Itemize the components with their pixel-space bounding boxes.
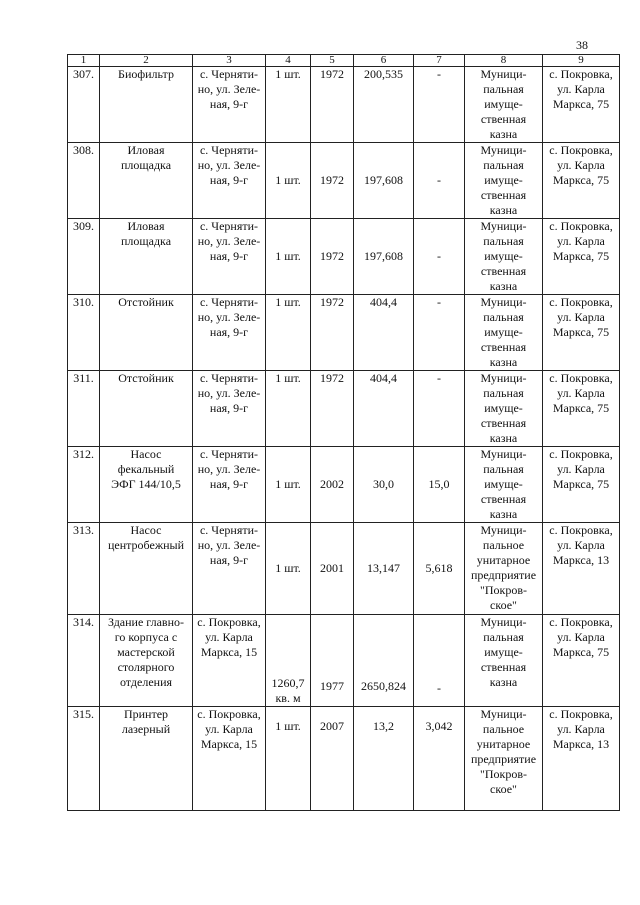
item-holder: с. Покровка, ул. Карла Маркса, 75	[543, 615, 620, 707]
item-holder: с. Покровка, ул. Карла Маркса, 75	[543, 295, 620, 371]
item-owner: Муници- пальное унитарное предприятие "Покров- ское"	[465, 523, 543, 615]
item-residual-value: -	[414, 615, 465, 707]
table-row	[68, 707, 620, 811]
item-quantity: 1260,7 кв. м	[266, 615, 311, 707]
item-year: 1972	[311, 219, 354, 295]
item-residual-value: -	[414, 143, 465, 219]
item-owner: Муници- пальная имуще- ственная казна	[465, 67, 543, 143]
row-number: 313.	[68, 523, 100, 615]
item-residual-value: 5,618	[414, 523, 465, 615]
item-residual-value: 15,0	[414, 447, 465, 523]
table-row	[68, 523, 620, 615]
item-address: с. Черняти- но, ул. Зеле- ная, 9-г	[193, 447, 266, 523]
item-quantity: 1 шт.	[266, 219, 311, 295]
table-row	[68, 615, 620, 707]
item-owner: Муници- пальная имуще- ственная казна	[465, 615, 543, 707]
item-name: Насос фекальный ЭФГ 144/10,5	[100, 447, 193, 523]
item-address: с. Черняти- но, ул. Зеле- ная, 9-г	[193, 143, 266, 219]
item-holder: с. Покровка, ул. Карла Маркса, 75	[543, 371, 620, 447]
column-header: 9	[543, 55, 620, 67]
item-residual-value: -	[414, 295, 465, 371]
item-value: 13,2	[354, 707, 414, 811]
item-year: 1972	[311, 143, 354, 219]
row-number: 308.	[68, 143, 100, 219]
row-number: 310.	[68, 295, 100, 371]
item-address: с. Покровка, ул. Карла Маркса, 15	[193, 707, 266, 811]
table-row	[68, 219, 620, 295]
item-owner: Муници- пальная имуще- ственная казна	[465, 371, 543, 447]
item-name: Иловая площадка	[100, 143, 193, 219]
item-value: 404,4	[354, 371, 414, 447]
property-registry-table	[67, 54, 620, 811]
item-value: 404,4	[354, 295, 414, 371]
item-year: 1977	[311, 615, 354, 707]
item-name: Отстойник	[100, 295, 193, 371]
item-name: Насос центробежный	[100, 523, 193, 615]
page-number: 38	[576, 38, 588, 52]
item-residual-value: -	[414, 219, 465, 295]
item-name: Здание главно- го корпуса с мастерской столярного отделения	[100, 615, 193, 707]
table-row	[68, 143, 620, 219]
item-address: с. Черняти- но, ул. Зеле- ная, 9-г	[193, 67, 266, 143]
column-header: 7	[414, 55, 465, 67]
item-name: Принтер лазерный	[100, 707, 193, 811]
item-year: 2007	[311, 707, 354, 811]
row-number: 309.	[68, 219, 100, 295]
item-year: 1972	[311, 67, 354, 143]
item-quantity: 1 шт.	[266, 295, 311, 371]
column-header: 6	[354, 55, 414, 67]
item-holder: с. Покровка, ул. Карла Маркса, 75	[543, 219, 620, 295]
item-owner: Муници- пальная имуще- ственная казна	[465, 295, 543, 371]
item-year: 1972	[311, 371, 354, 447]
item-value: 197,608	[354, 143, 414, 219]
item-holder: с. Покровка, ул. Карла Маркса, 75	[543, 67, 620, 143]
item-year: 2002	[311, 447, 354, 523]
item-holder: с. Покровка, ул. Карла Маркса, 13	[543, 707, 620, 811]
item-address: с. Черняти- но, ул. Зеле- ная, 9-г	[193, 523, 266, 615]
row-number: 312.	[68, 447, 100, 523]
column-header: 8	[465, 55, 543, 67]
item-owner: Муници- пальная имуще- ственная казна	[465, 143, 543, 219]
row-number: 307.	[68, 67, 100, 143]
table-row	[68, 447, 620, 523]
item-quantity: 1 шт.	[266, 371, 311, 447]
item-holder: с. Покровка, ул. Карла Маркса, 75	[543, 143, 620, 219]
item-quantity: 1 шт.	[266, 67, 311, 143]
item-address: с. Черняти- но, ул. Зеле- ная, 9-г	[193, 219, 266, 295]
item-name: Биофильтр	[100, 67, 193, 143]
row-number: 311.	[68, 371, 100, 447]
column-header: 5	[311, 55, 354, 67]
row-number: 314.	[68, 615, 100, 707]
row-number: 315.	[68, 707, 100, 811]
item-name: Иловая площадка	[100, 219, 193, 295]
table-row	[68, 371, 620, 447]
item-residual-value: 3,042	[414, 707, 465, 811]
item-value: 200,535	[354, 67, 414, 143]
item-address: с. Черняти- но, ул. Зеле- ная, 9-г	[193, 371, 266, 447]
table-row	[68, 295, 620, 371]
item-holder: с. Покровка, ул. Карла Маркса, 75	[543, 447, 620, 523]
column-header: 4	[266, 55, 311, 67]
column-header: 2	[100, 55, 193, 67]
item-value: 197,608	[354, 219, 414, 295]
item-value: 2650,824	[354, 615, 414, 707]
item-value: 13,147	[354, 523, 414, 615]
item-address: с. Покровка, ул. Карла Маркса, 15	[193, 615, 266, 707]
item-residual-value: -	[414, 67, 465, 143]
item-owner: Муници- пальное унитарное предприятие "Покров- ское"	[465, 707, 543, 811]
item-value: 30,0	[354, 447, 414, 523]
item-quantity: 1 шт.	[266, 143, 311, 219]
item-quantity: 1 шт.	[266, 707, 311, 811]
item-owner: Муници- пальная имуще- ственная казна	[465, 447, 543, 523]
item-address: с. Черняти- но, ул. Зеле- ная, 9-г	[193, 295, 266, 371]
column-header: 3	[193, 55, 266, 67]
item-quantity: 1 шт.	[266, 523, 311, 615]
item-residual-value: -	[414, 371, 465, 447]
table-row	[68, 67, 620, 143]
item-year: 1972	[311, 295, 354, 371]
item-year: 2001	[311, 523, 354, 615]
item-holder: с. Покровка, ул. Карла Маркса, 13	[543, 523, 620, 615]
column-header: 1	[68, 55, 100, 67]
column-number-row	[68, 55, 620, 67]
item-quantity: 1 шт.	[266, 447, 311, 523]
item-owner: Муници- пальная имуще- ственная казна	[465, 219, 543, 295]
item-name: Отстойник	[100, 371, 193, 447]
